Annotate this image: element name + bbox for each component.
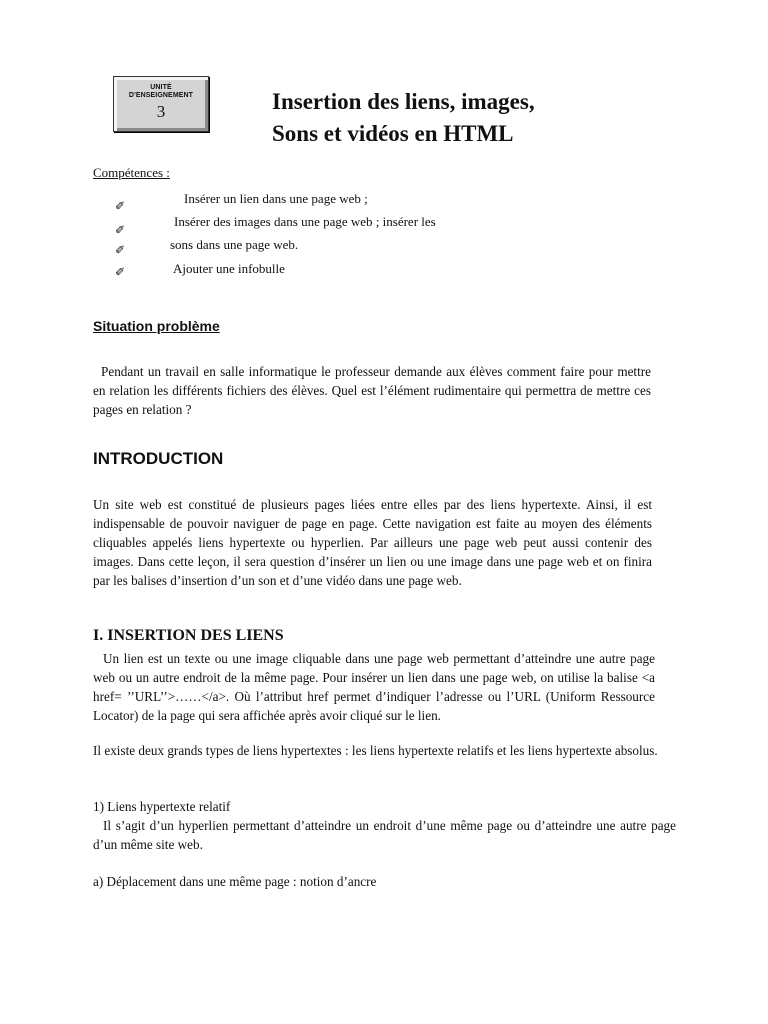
pencil-icon: ✐: [115, 265, 126, 279]
pencil-icon: ✐: [115, 199, 126, 213]
section-heading: I. INSERTION DES LIENS: [93, 627, 284, 644]
relative-links-paragraph: Il s’agit d’un hyperlien permettant d’atteindre un endroit d’une même page ou d’atteindre une autre page d’un même site web.: [93, 818, 676, 852]
unit-badge-number: 3: [156, 102, 166, 121]
introduction-heading: INTRODUCTION: [93, 449, 224, 468]
situation-paragraph: Pendant un travail en salle informatique le professeur demande aux élèves comment faire pour mettre en relation les différents fichiers des élèves. Quel est l’élément rudimentaire qui permettra de mettre ces pages en relation ?: [93, 364, 651, 417]
pencil-icon: ✐: [115, 223, 126, 237]
link-types-paragraph: Il existe deux grands types de liens hypertextes : les liens hypertexte relatifs et les liens hypertexte absolus.: [93, 743, 658, 758]
pencil-icon: ✐: [115, 243, 126, 257]
subsection-heading: a) Déplacement dans une même page : notion d’ancre: [93, 874, 377, 889]
introduction-paragraph: Un site web est constitué de plusieurs pages liées entre elles par des liens hypertexte. Ainsi, il est indispensable de pouvoir naviguer de page en page. Cette navigation est faite au moyen des éléments cliquables appelés liens hypertexte ou hyperlien. Par ailleurs une page web peut aussi contenir des images. Dans cette leçon, il sera question d’insérer un lien ou une image dans une page web et on finira par les balises d’insertion d’un son et d’une vidéo dans une page web.: [93, 497, 652, 588]
competence-item: Insérer des images dans une page web ; insérer les: [174, 214, 436, 229]
competence-item: Ajouter une infobulle: [173, 261, 285, 276]
unit-badge: [113, 76, 209, 132]
situation-heading: Situation problème: [93, 318, 220, 334]
unit-badge-label: UNITÉ D'ENSEIGNEMENT: [128, 84, 194, 99]
competences-heading: Compétences :: [93, 165, 170, 180]
subsection-heading: 1) Liens hypertexte relatif: [93, 799, 231, 814]
links-paragraph: Un lien est un texte ou une image cliquable dans une page web permettant d’atteindre une autre page web ou un autre endroit de la même page. Pour insérer un lien dans une page web, on utilise la balise <a href= ’’URL’’>……</a>. Où l’attribut href permet d’indiquer l’adresse ou l’URL (Uniform Ressource Locator) de la page qui sera affichée après avoir cliqué sur le lien.: [93, 651, 655, 723]
page-title: Insertion des liens, images, Sons et vidéos en HTML: [272, 89, 535, 146]
competence-item: sons dans une page web.: [170, 237, 299, 252]
competence-item: Insérer un lien dans une page web ;: [184, 191, 368, 206]
